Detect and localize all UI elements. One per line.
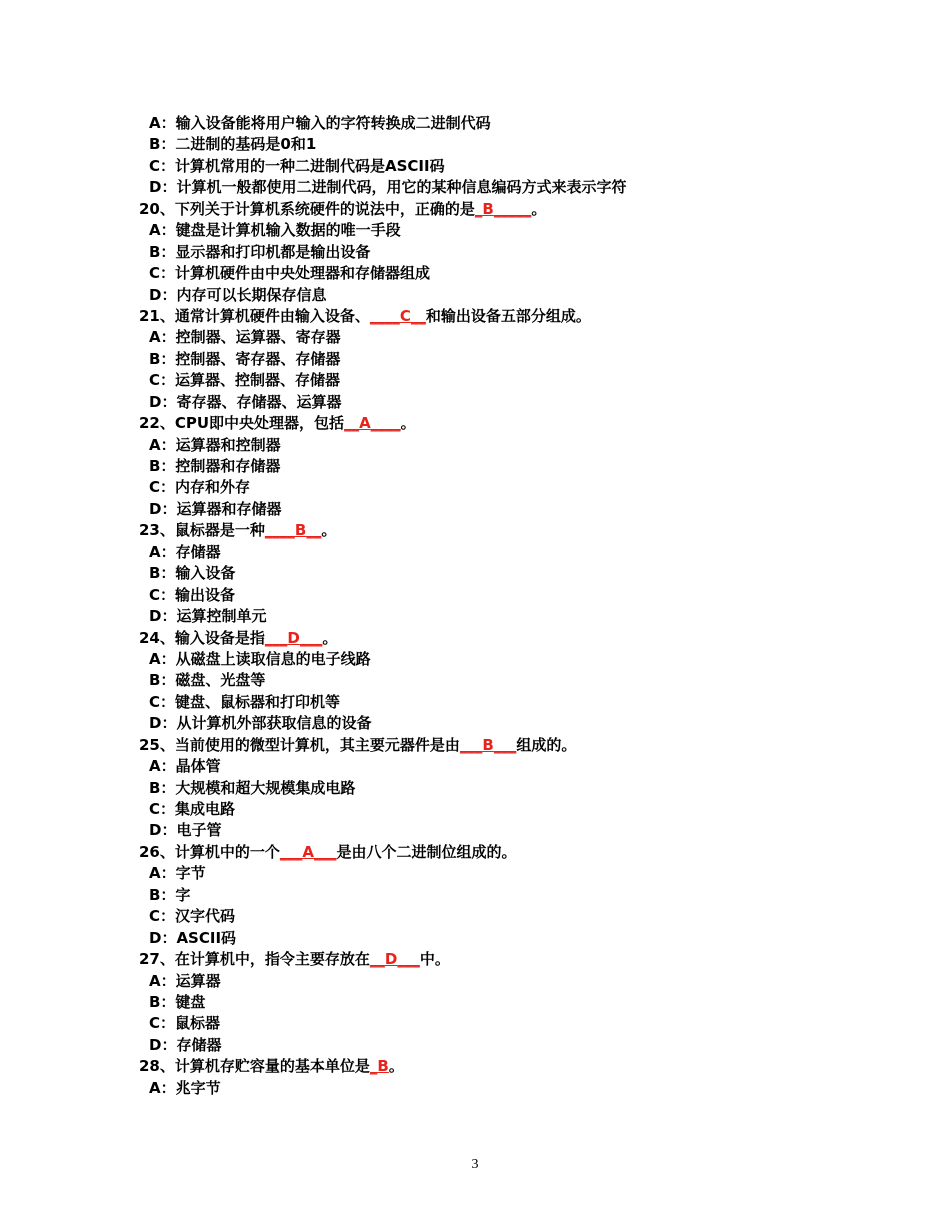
question-text-end: 。	[321, 521, 337, 540]
document-body	[139, 113, 859, 1099]
question-text-end: 组成的。	[516, 735, 577, 754]
question-text: 24、输入设备是指	[139, 628, 265, 647]
answer-option: A：字节	[149, 864, 206, 883]
question-text: 20、下列关于计算机系统硬件的说法中，正确的是	[139, 199, 475, 218]
answer-blank: __	[369, 950, 385, 969]
question-text: 21、通常计算机硬件由输入设备、	[139, 306, 370, 325]
answer-option: D：内存可以长期保存信息	[149, 285, 327, 304]
answer-option: D：运算控制单元	[149, 607, 267, 626]
answer-blank: ___	[493, 735, 517, 754]
answer-blank: ____	[369, 306, 400, 325]
answer-option: D：存储器	[149, 1035, 222, 1054]
answer-option: B：输入设备	[149, 564, 236, 583]
answer-blank: __	[344, 414, 360, 433]
answer-letter: B	[377, 1057, 389, 1076]
answer-option: A：运算器	[149, 971, 221, 990]
answer-blank: __	[306, 521, 322, 540]
answer-option: A：存储器	[149, 542, 221, 561]
answer-option: C：键盘、鼠标器和打印机等	[149, 692, 341, 711]
question	[139, 842, 859, 863]
question-text-end: 中。	[419, 950, 450, 969]
question-text-end: 。	[531, 199, 547, 218]
answer-blank: _	[369, 1057, 378, 1076]
question	[139, 735, 859, 756]
question	[139, 520, 859, 541]
question-text: 22、CPU即中央处理器，包括	[139, 414, 345, 433]
question	[139, 1056, 859, 1077]
answer-option: C：计算机硬件由中央处理器和存储器组成	[149, 264, 431, 283]
question-text: 23、鼠标器是一种	[139, 521, 265, 540]
answer-blank: ___	[279, 842, 303, 861]
answer-letter: B	[294, 521, 307, 540]
answer-option: D：运算器和存储器	[149, 499, 282, 518]
answer-option: B：磁盘、光盘等	[149, 671, 266, 690]
answer-option: A：键盘是计算机输入数据的唯一手段	[149, 221, 401, 240]
answer-option: D：电子管	[149, 821, 222, 840]
answer-option: A：兆字节	[149, 1078, 221, 1097]
answer-option: B：字	[149, 885, 191, 904]
answer-option: D：寄存器、存储器、运算器	[149, 392, 342, 411]
answer-option: B：二进制的基码是0和1	[149, 135, 317, 154]
question-text-end: 。	[322, 628, 338, 647]
question	[139, 306, 859, 327]
question-text-end: 。	[400, 414, 416, 433]
answer-blank: ____	[370, 414, 401, 433]
question-text: 25、当前使用的微型计算机，其主要元器件是由	[139, 735, 460, 754]
answer-option: B：控制器和存储器	[149, 457, 281, 475]
answer-blank: ____	[264, 521, 295, 540]
answer-option: C：集成电路	[149, 800, 236, 818]
question	[139, 628, 859, 649]
answer-option: A：运算器和控制器	[149, 435, 281, 454]
answer-blank: _____	[493, 199, 532, 218]
answer-letter: D	[384, 950, 398, 969]
answer-option: A：输入设备能将用户输入的字符转换成二进制代码	[149, 114, 491, 132]
question	[139, 413, 859, 434]
answer-letter: C	[399, 306, 411, 325]
answer-option: C：输出设备	[149, 585, 236, 604]
answer-option: B：控制器、寄存器、存储器	[149, 349, 341, 368]
answer-letter: A	[359, 414, 371, 433]
answer-letter: B	[482, 735, 494, 754]
question-text-end: 。	[388, 1057, 404, 1076]
answer-blank: ___	[397, 950, 420, 969]
question	[139, 199, 859, 220]
question-text: 27、在计算机中，指令主要存放在	[139, 950, 370, 969]
answer-blank: ___	[313, 842, 337, 861]
question-text: 26、计算机中的一个	[139, 842, 280, 861]
answer-option: C：内存和外存	[149, 478, 251, 497]
answer-blank: _	[474, 199, 483, 218]
answer-blank: ___	[459, 735, 483, 754]
answer-letter: D	[287, 628, 300, 647]
answer-blank: __	[410, 306, 426, 325]
answer-option: B：键盘	[149, 992, 206, 1011]
answer-option: D：计算机一般都使用二进制代码，用它的某种信息编码方式来表示字符	[149, 178, 627, 197]
answer-option: A：晶体管	[149, 757, 221, 776]
question	[139, 949, 859, 970]
answer-option: A：控制器、运算器、寄存器	[149, 328, 341, 347]
answer-option: D：从计算机外部获取信息的设备	[149, 714, 372, 733]
answer-option: D：ASCII码	[149, 928, 237, 947]
answer-blank: ___	[299, 628, 323, 647]
question-text: 28、计算机存贮容量的基本单位是	[139, 1057, 370, 1076]
question-text-end: 和输出设备五部分组成。	[425, 306, 591, 325]
answer-blank: ___	[264, 628, 288, 647]
answer-option: B：显示器和打印机都是输出设备	[149, 242, 371, 261]
answer-option: C：汉字代码	[149, 907, 236, 926]
page-number: 3	[471, 1157, 479, 1172]
question-text-end: 是由八个二进制位组成的。	[336, 842, 517, 861]
answer-letter: B	[482, 199, 494, 218]
answer-option: C：运算器、控制器、存储器	[149, 371, 341, 390]
answer-option: C：鼠标器	[149, 1014, 221, 1033]
answer-option: C：计算机常用的一种二进制代码是ASCII码	[149, 156, 445, 175]
answer-letter: A	[302, 842, 314, 861]
answer-option: B：大规模和超大规模集成电路	[149, 778, 356, 797]
answer-option: A：从磁盘上读取信息的电子线路	[149, 649, 371, 668]
